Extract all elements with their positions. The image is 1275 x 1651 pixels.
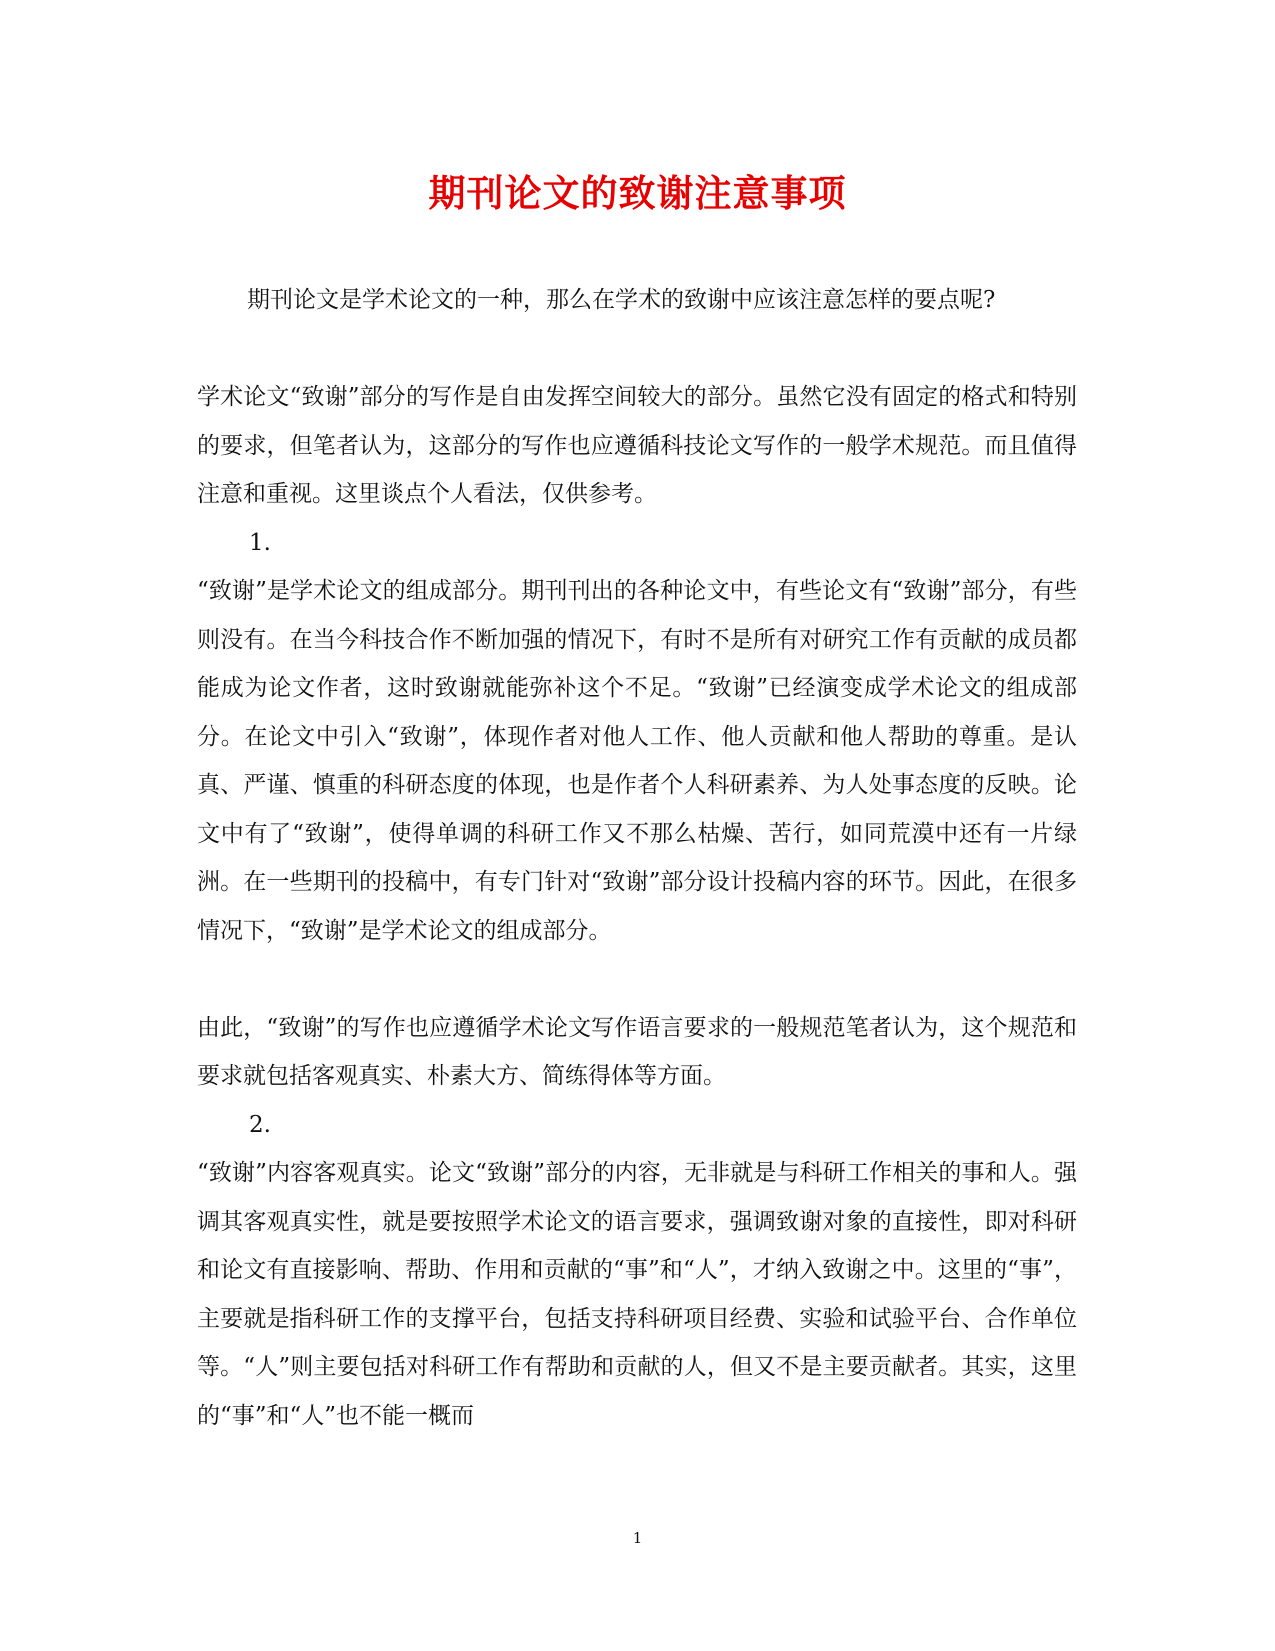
document-title: 期刊论文的致谢注意事项 — [428, 171, 847, 215]
page-number: 1 — [632, 1529, 643, 1547]
body-paragraph-1: 学术论文“致谢”部分的写作是自由发挥空间较大的部分。虽然它没有固定的格式和特别的要求，但笔者认为，这部分的写作也应遵循科技论文写作的一般学术规范。而且值得注意和重视。这里谈点个人看法，仅供参考。 — [197, 384, 1077, 507]
body-paragraph-2: “致谢”是学术论文的组成部分。期刊刊出的各种论文中，有些论文有“致谢”部分，有些则没有。在当今科技合作不断加强的情况下，有时不是所有对研究工作有贡献的成员都能成为论文作者，这时致谢就能弥补这个不足。“致谢”已经演变成学术论文的组成部分。在论文中引入“致谢”，体现作者对他人工作、他人贡献和他人帮助的尊重。是认真、严谨、慎重的科研态度的体现，也是作者个人科研素养、为人处事态度的反映。论文中有了“致谢”，使得单调的科研工作又不那么枯燥、苦行，如同荒漠中还有一片绿洲。在一些期刊的投稿中，有专门针对“致谢”部分设计投稿内容的环节。因此，在很多情况下，“致谢”是学术论文的组成部分。 — [197, 578, 1077, 944]
document-body — [197, 276, 1077, 1440]
intro-paragraph: 期刊论文是学术论文的一种，那么在学术的致谢中应该注意怎样的要点呢? — [247, 287, 996, 313]
paragraph-gap — [197, 955, 1077, 1004]
body-paragraph-3: 由此，“致谢”的写作也应遵循学术论文写作语言要求的一般规范笔者认为，这个规范和要求就包括客观真实、朴素大方、简练得体等方面。 — [197, 1014, 1077, 1089]
section-number-1: 1. — [249, 529, 271, 556]
body-paragraph-4: “致谢”内容客观真实。论文“致谢”部分的内容，无非就是与科研工作相关的事和人。强调其客观真实性，就是要按照学术论文的语言要求，强调致谢对象的直接性，即对科研和论文有直接影响、帮助、作用和贡献的“事”和“人”，才纳入致谢之中。这里的“事”，主要就是指科研工作的支撑平台，包括支持科研项目经费、实验和试验平台、合作单位等。“人”则主要包括对科研工作有帮助和贡献的人，但又不是主要贡献者。其实，这里的“事”和“人”也不能一概而 — [197, 1160, 1077, 1429]
section-number-2: 2. — [249, 1111, 271, 1138]
paragraph-gap — [197, 325, 1077, 374]
